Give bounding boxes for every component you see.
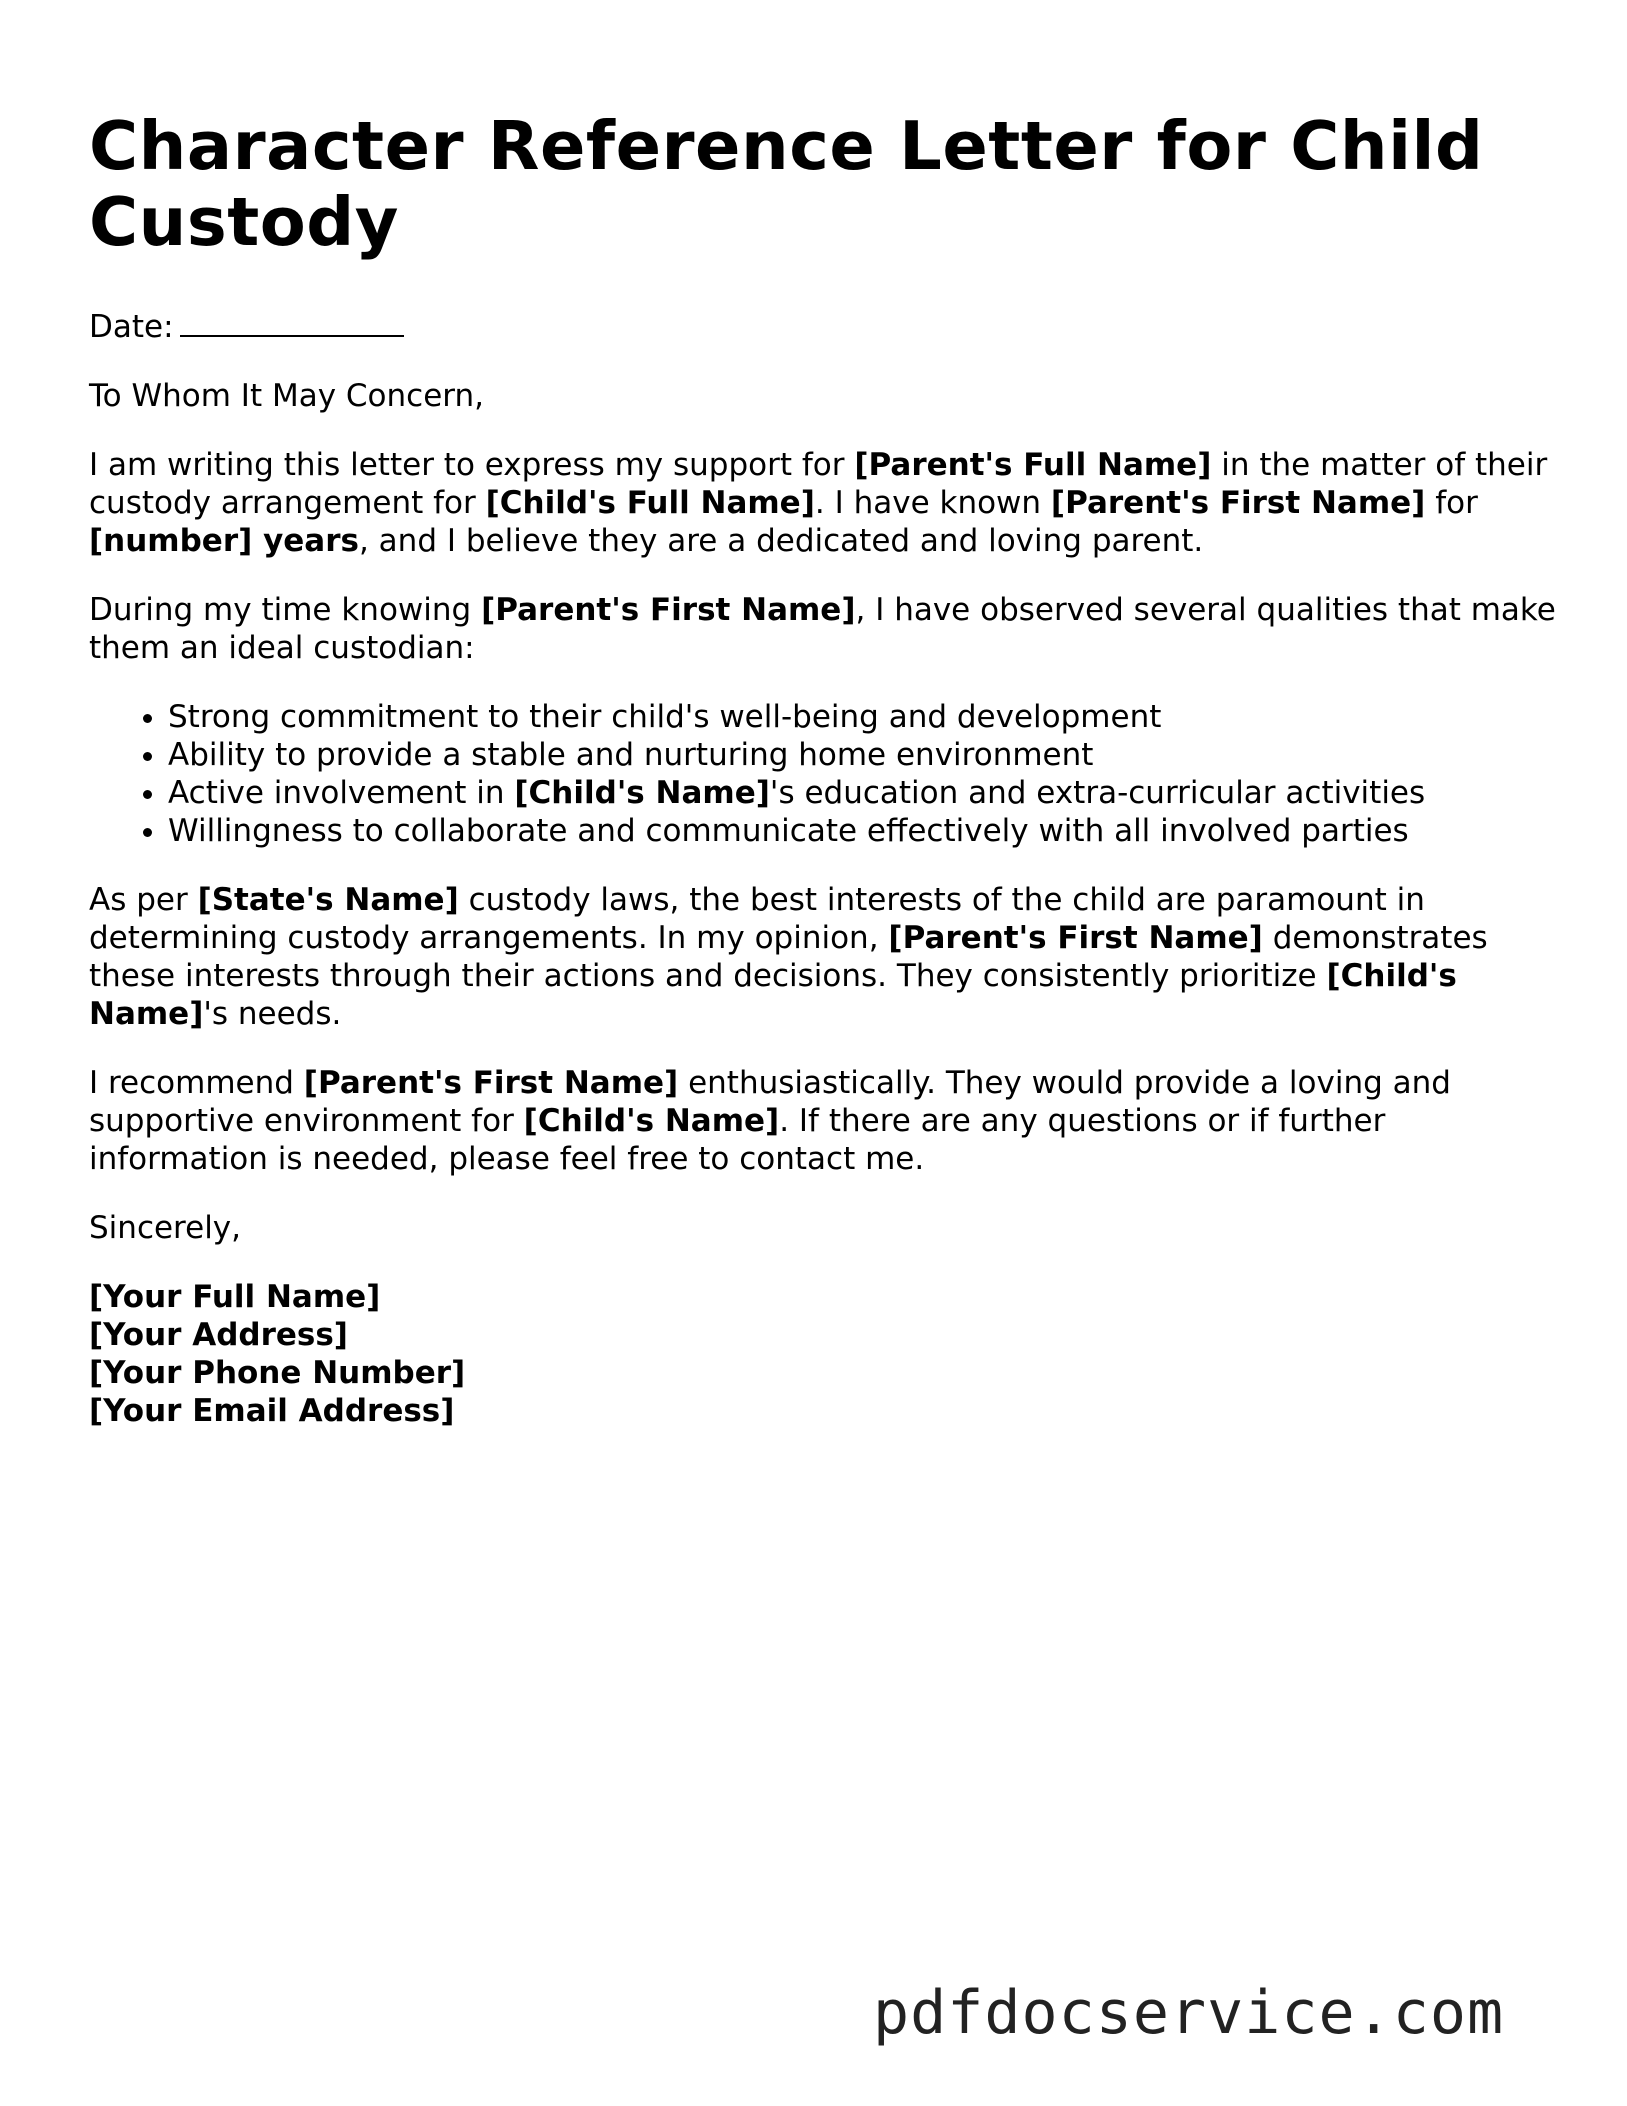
placeholder-your-full-name: [Your Full Name] bbox=[89, 1279, 381, 1315]
text: demonstrates these interests through their actions and decisions. They consistently prioritize bbox=[89, 920, 1488, 994]
list-item bbox=[168, 774, 1559, 812]
list-item: • Willingness to collaborate and communicate effectively with all involved parties bbox=[168, 812, 1559, 850]
placeholder-child-name: [Child's Name] bbox=[89, 958, 1457, 1032]
letter-page bbox=[89, 108, 1559, 1430]
paragraph-recommendation bbox=[89, 1064, 1559, 1178]
text: for bbox=[1425, 485, 1478, 521]
text: During my time knowing bbox=[89, 592, 482, 628]
closing: Sincerely, bbox=[89, 1210, 242, 1246]
text: . If there are any questions or if further information is needed, please feel free to contact me. bbox=[89, 1103, 1386, 1177]
page-title: Character Reference Letter for Child Custody bbox=[89, 107, 1484, 261]
placeholder-your-address: [Your Address] bbox=[89, 1317, 348, 1353]
placeholder-parent-first-name: [Parent's First Name] bbox=[481, 592, 856, 628]
placeholder-child-name: [Child's Name] bbox=[514, 775, 770, 811]
paragraph-intro bbox=[89, 446, 1559, 560]
text: 's education and extra-curricular activities bbox=[769, 775, 1426, 811]
text: 's needs. bbox=[203, 996, 342, 1032]
qualities-list bbox=[89, 698, 1559, 850]
salutation: To Whom It May Concern, bbox=[89, 378, 484, 414]
signature-phone bbox=[89, 1354, 1559, 1392]
placeholder-parent-first-name: [Parent's First Name] bbox=[303, 1065, 679, 1101]
placeholder-number-years: [number] years bbox=[89, 523, 359, 559]
placeholder-child-full-name: [Child's Full Name] bbox=[485, 485, 815, 521]
placeholder-your-phone: [Your Phone Number] bbox=[89, 1355, 466, 1391]
watermark: pdfdocservice.com bbox=[873, 1978, 1505, 2048]
text: , I have observed several qualities that make them an ideal custodian: bbox=[89, 592, 1556, 666]
signature-address bbox=[89, 1316, 1559, 1354]
placeholder-child-name: [Child's Name] bbox=[523, 1103, 780, 1139]
list-item: • Strong commitment to their child's well-being and development bbox=[168, 698, 1559, 736]
placeholder-parent-full-name: [Parent's Full Name] bbox=[854, 447, 1212, 483]
text: enthusiastically. They would provide a loving and supportive environment for bbox=[89, 1065, 1451, 1139]
list-item: • Ability to provide a stable and nurturing home environment bbox=[168, 736, 1559, 774]
text: in the matter of their custody arrangement for bbox=[89, 447, 1548, 521]
date-line bbox=[89, 308, 1559, 346]
text: custody laws, the best interests of the child are paramount in determining custody arrangements. In my opinion, bbox=[89, 882, 1425, 956]
text: . I have known bbox=[814, 485, 1051, 521]
text: , and I believe they are a dedicated and loving parent. bbox=[358, 523, 1204, 559]
text: Active involvement in bbox=[168, 775, 515, 811]
text: As per bbox=[89, 882, 198, 918]
paragraph-best-interests bbox=[89, 881, 1559, 1033]
date-blank bbox=[180, 309, 404, 337]
paragraph-qualities-intro bbox=[89, 591, 1559, 667]
signature-email bbox=[89, 1392, 1559, 1430]
placeholder-parent-first-name: [Parent's First Name] bbox=[888, 920, 1263, 956]
signature-name bbox=[89, 1278, 1559, 1316]
text: I am writing this letter to express my support for bbox=[89, 447, 855, 483]
placeholder-your-email: [Your Email Address] bbox=[89, 1393, 455, 1429]
date-label: Date: bbox=[89, 309, 174, 345]
text: I recommend bbox=[89, 1065, 304, 1101]
placeholder-parent-first-name: [Parent's First Name] bbox=[1050, 485, 1426, 521]
signature-block bbox=[89, 1278, 1559, 1430]
placeholder-state-name: [State's Name] bbox=[197, 882, 459, 918]
